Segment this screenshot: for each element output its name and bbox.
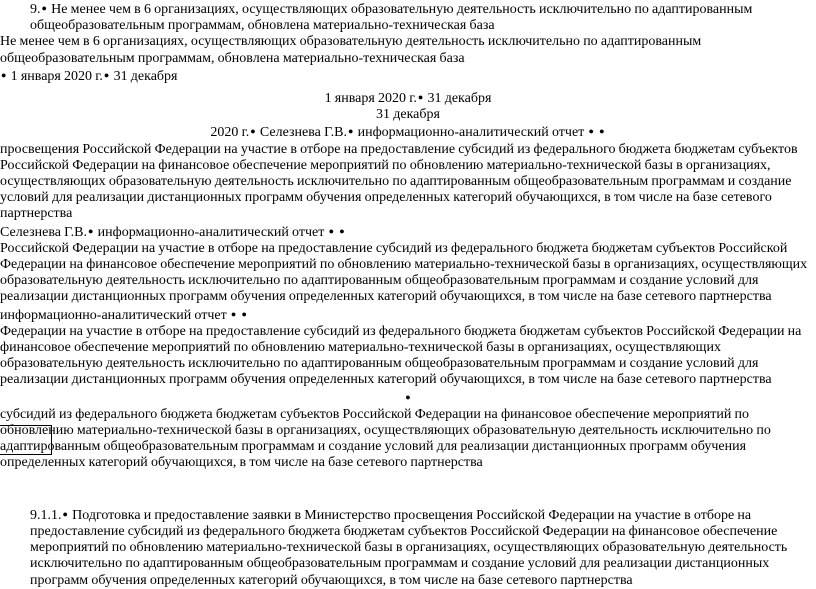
end-date: 31 декабря xyxy=(427,91,492,107)
paragraph-text: Российской Федерации на участие в отборе на предоставление субсидий из федерального бюджета бюджетам субъектов Российской Федерации на финансовое обеспечение мероприятий по обновлению материально-технической базы в организациях, осуществляющих образовательную деятельность исключительно по адаптированным общеобразовательным программам и создание условий для реализации дистанционных программ обучения определенных категорий обучающихся, в том числе на базе сетевого партнерства xyxy=(0,240,808,305)
responsible-person: Селезнева Г.В. xyxy=(259,125,347,141)
result-text: Не менее чем в 6 организациях, осуществляющих образовательную деятельность исключительно по адаптированным общеобразовательным программам, обновлена материально-техническая база xyxy=(0,34,702,66)
year: 2020 г. xyxy=(210,125,250,141)
paragraph-ministry xyxy=(0,142,816,223)
bullet-icon: ● xyxy=(250,126,256,137)
paragraph-russian-federation xyxy=(0,241,816,306)
bullet-icon: ● xyxy=(230,308,237,319)
report-type: информационно-аналитический отчет xyxy=(97,224,325,240)
bullet-icon: ● xyxy=(103,69,110,80)
item-9-heading xyxy=(0,0,816,34)
bullet-icon: ● xyxy=(599,126,605,137)
paragraph-text: просвещения Российской Федерации на участие в отборе на предоставление субсидий из федерального бюджета бюджетам субъектов Российской Федерации на финансовое обеспечение мероприятий по обновлению материально-технической базы в организациях, осуществляющих образовательную деятельность исключительно по адаптированным общеобразовательным программам и создание условий для реализации дистанционных программ обучения определенных категорий обучающихся, в том числе на базе сетевого партнерства xyxy=(0,141,798,222)
bullet-icon: ● xyxy=(417,92,424,103)
paragraph-subsidies xyxy=(0,407,816,472)
paragraph-text: субсидий из федерального бюджета бюджетам субъектов Российской Федерации на финансовое обеспечение мероприятий по обновлению материально-технической базы в организациях, осуществляющих образовательную деятельность исключительно по адаптированным общеобразовательным программам и создание условий для реализации дистанционных программ обучения определенных категорий обучающихся, в том числе на базе сетевого партнерства xyxy=(0,406,771,471)
year-responsible-line xyxy=(0,123,816,141)
start-date: 1 января 2020 г. xyxy=(10,68,103,84)
bullet-icon: ● xyxy=(339,225,345,236)
bullet-icon: ● xyxy=(328,225,335,236)
date-range-line xyxy=(0,67,816,85)
report-type-line xyxy=(0,306,816,324)
bullet-icon: ● xyxy=(405,391,411,402)
result-description xyxy=(0,34,816,66)
bullet-icon: ● xyxy=(241,308,247,319)
separator-bullet-line xyxy=(0,389,816,407)
item-number: 9.1.1. xyxy=(30,507,62,523)
end-date: 31 декабря xyxy=(113,68,178,84)
item-9-1-1 xyxy=(0,506,816,589)
empty-table-cell xyxy=(0,425,52,455)
item-number: 9. xyxy=(30,2,41,17)
paragraph-federation xyxy=(0,324,816,389)
start-date: 1 января 2020 г. xyxy=(324,91,417,107)
item-text: Не менее чем в 6 организациях, осуществляющих образовательную деятельность исключительно по адаптированным общеобразовательным программам, обновлена материально-техническая база xyxy=(30,2,753,34)
bullet-icon: ● xyxy=(1,69,7,80)
end-date: 31 декабря xyxy=(376,107,440,123)
item-text: Подготовка и предоставление заявки в Министерство просвещения Российской Федерации на участие в отборе на предоставление субсидий из федерального бюджета бюджетам субъектов Российской Федерации на финансовое обеспечение мероприятий по обновлению материально-технической базы в организациях, осуществляющих образовательную деятельность исключительно по адаптированным общеобразовательным программам и создание условий для реализации дистанционных программ обучения определенных категорий обучающихся, в том числе на базе сетевого партнерства xyxy=(30,507,788,588)
bullet-icon: ● xyxy=(41,3,47,13)
paragraph-text: Федерации на участие в отборе на предоставление субсидий из федерального бюджета бюджетам субъектов Российской Федерации на финансовое обеспечение мероприятий по обновлению материально-технической базы в организациях, осуществляющих образовательную деятельность исключительно по адаптированным общеобразовательным программам и создание условий для реализации дистанционных программ обучения определенных категорий обучающихся, в том числе на базе сетевого партнерства xyxy=(0,323,802,388)
report-type: информационно-аналитический отчет xyxy=(357,125,585,141)
responsible-person: Селезнева Г.В. xyxy=(0,224,88,240)
bullet-icon: ● xyxy=(88,225,94,236)
bullet-icon: ● xyxy=(347,126,354,137)
report-type: информационно-аналитический отчет xyxy=(0,307,227,323)
responsible-report-line xyxy=(0,223,816,241)
date-range-centered xyxy=(0,89,816,107)
bullet-icon: ● xyxy=(588,126,594,137)
end-date-centered xyxy=(0,107,816,123)
bullet-icon: ● xyxy=(62,508,68,519)
